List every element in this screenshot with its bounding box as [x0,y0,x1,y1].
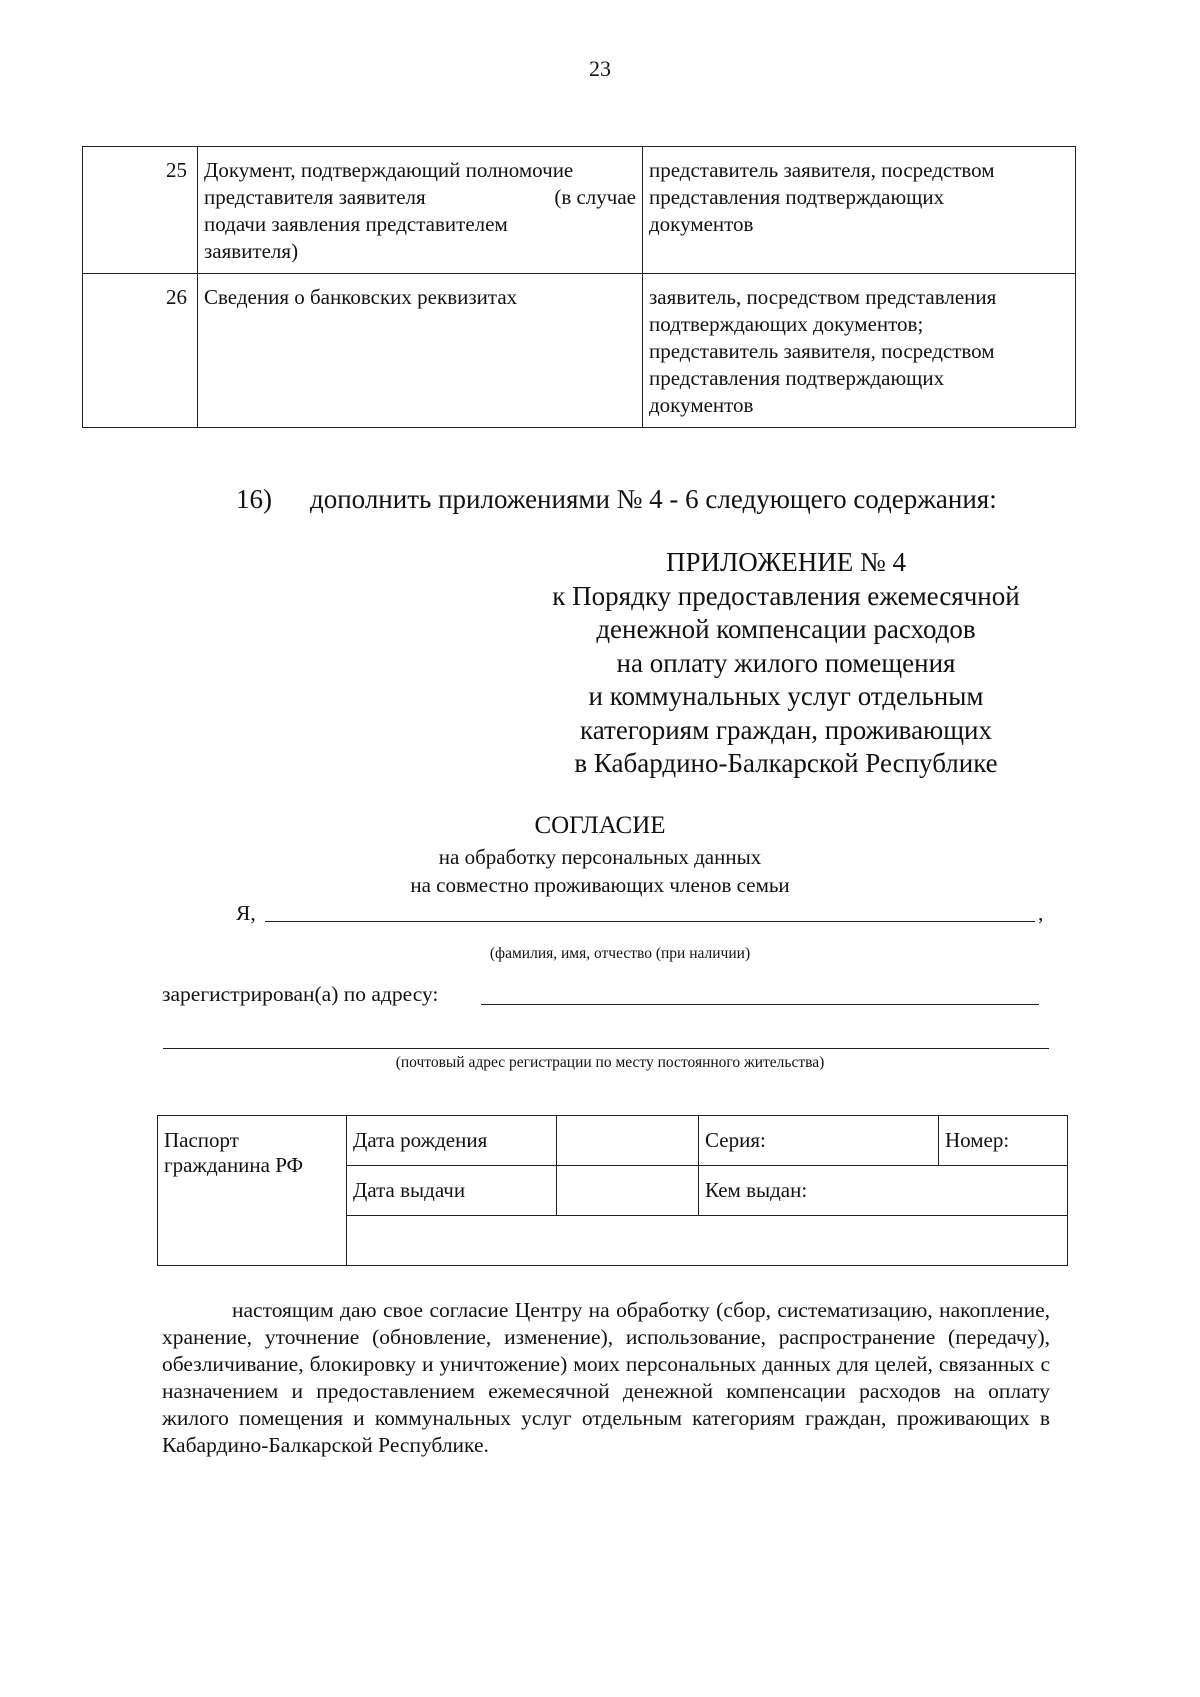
provider-cell [643,274,1076,428]
document-line-part: (в случае [554,185,636,209]
provider-line: документов [649,393,754,417]
consent-title: СОГЛАСИЕ [534,812,666,839]
address-label: зарегистрирован(а) по адресу: [162,982,439,1006]
document-line: Сведения о банковских реквизитах [204,285,518,309]
document-line-part: представителя заявителя [204,185,426,209]
provider-line: заявитель, посредством представления [649,285,997,309]
document-line: подачи заявления представителем [204,212,508,236]
page-number: 23 [589,56,611,81]
address-field-line[interactable] [481,1004,1039,1005]
item-number: 16) [236,484,272,514]
provider-line: представитель заявителя, посредством [649,339,995,363]
document-line [204,184,636,211]
consent-body: настоящим даю свое согласие Центру на обработку (сбор, систематизацию, накопление, хранение, уточнение (обновление, изменение), использование, распространение (передачу), обезличивание, блокировку и уничтожение) моих персональных данных для целей, связанных с назначением и предоставлением ежемесячной денежной компенсации расходов на оплату жилого помещения и коммунальных услуг отдельным категориям граждан, проживающих в Кабардино-Балкарской Республике. [162,1298,1050,1457]
address-caption: (почтовый адрес регистрации по месту постоянного жительства) [395,1054,825,1071]
provider-line: документов [649,212,754,236]
passport-table [157,1115,1068,1266]
row-number: 26 [83,274,198,428]
table-row [83,274,1076,428]
provider-line: представитель заявителя, посредством [649,158,995,182]
consent-subtitle: на обработку персональных данных [438,845,762,869]
issue-date-input[interactable] [557,1166,699,1216]
appendix-line: категориям граждан, проживающих [580,714,992,745]
amendment-item [236,484,997,515]
passport-label-cell [158,1116,347,1266]
document-line: заявителя) [204,239,299,263]
row-number: 25 [83,147,198,274]
appendix-line: на оплату жилого помещения [616,647,956,678]
item-text: дополнить приложениями № 4 - 6 следующего содержания: [310,484,997,514]
appendix-line: денежной компенсации расходов [596,614,976,644]
table-row [83,147,1076,274]
passport-label: Паспорт [164,1128,239,1152]
address-field-line-2[interactable] [163,1048,1049,1049]
series-field[interactable]: Серия: [699,1116,939,1166]
documents-table [82,146,1076,428]
appendix-line: в Кабардино-Балкарской Республике [574,748,998,778]
document-cell [198,274,643,428]
appendix-title: ПРИЛОЖЕНИЕ № 4 [665,547,907,577]
provider-line: представления подтверждающих [649,185,945,209]
document-line: Документ, подтверждающий полномочие [204,158,574,182]
passport-label: гражданина РФ [164,1153,304,1177]
appendix-line: к Порядку предоставления ежемесячной [552,580,1020,611]
appendix-line: и коммунальных услуг отдельным [588,681,984,711]
consent-subtitle: на совместно проживающих членов семьи [410,873,790,897]
provider-line: представления подтверждающих [649,366,945,390]
i-label: Я, [236,901,256,925]
provider-cell [643,147,1076,274]
name-field-line[interactable] [265,921,1035,922]
table-row [158,1116,1068,1166]
issue-date-label: Дата выдачи [347,1166,557,1216]
birth-date-label: Дата рождения [347,1116,557,1166]
provider-line: подтверждающих документов; [649,312,924,336]
issued-by-field[interactable]: Кем выдан: [699,1166,1068,1216]
issued-by-continuation[interactable] [347,1216,1068,1266]
name-caption: (фамилия, имя, отчество (при наличии) [489,945,751,962]
number-field[interactable]: Номер: [939,1116,1068,1166]
birth-date-input[interactable] [557,1116,699,1166]
document-cell [198,147,643,274]
name-comma: , [1038,901,1044,925]
appendix-header [536,546,1036,781]
